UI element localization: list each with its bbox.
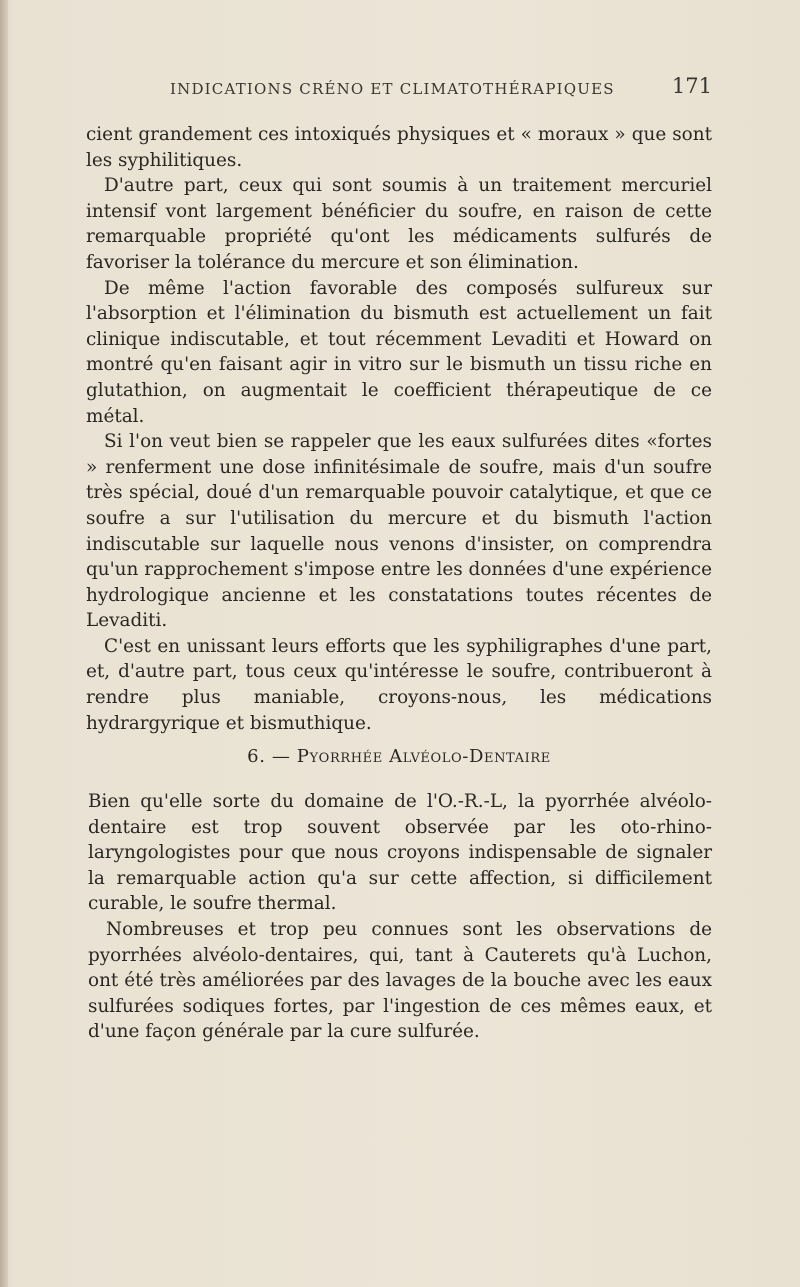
- paragraph: Bien qu'elle sorte du domaine de l'O.-R.-L, la pyorrhée alvéolo-dentaire est trop souvent observée par les oto-rhino-laryngologistes pour que nous croyons indispensable de signaler la remarquable action qu'a sur cette affection, si difficilement curable, le soufre thermal.: [88, 791, 712, 915]
- paragraph: Nombreuses et trop peu connues sont les observations de pyorrhées alvéolo-dentaires, qui, tant à Cauterets qu'à Luchon, ont été très améliorées par des lavages de la bouche avec les eaux sulfurées sodiques fortes, par l'ingestion de ces mêmes eaux, et d'une façon générale par la cure sulfurée.: [88, 918, 712, 1043]
- page-binding-edge: [0, 0, 8, 1287]
- running-header: [160, 72, 720, 106]
- page-number: 171: [671, 74, 712, 98]
- body-text: [86, 122, 712, 736]
- paragraph: cient grandement ces intoxiqués physiques et « moraux » que sont les syphilitiques.: [86, 124, 712, 171]
- paragraph: D'autre part, ceux qui sont soumis à un traitement mercuriel intensif vont largement bénéficier du soufre, en raison de cette remarquable propriété qu'ont les médicaments sulfurés de favoriser la tolérance du mercure et son élimination.: [86, 175, 712, 273]
- paragraph: Si l'on veut bien se rappeler que les eaux sulfurées dites «fortes » renferment une dose infinitésimale de soufre, mais d'un soufre très spécial, doué d'un remarquable pouvoir catalytique, et que ce soufre a sur l'utilisation du mercure et du bismuth l'action indiscutable sur laquelle nous venons d'insister, on comprendra qu'un rapprochement s'impose entre les données d'une expérience hydrologique ancienne et les constatations toutes récentes de Levaditi.: [86, 431, 712, 632]
- section-heading: 6. — Pyorrhée Alvéolo-Dentaire: [247, 746, 551, 767]
- paragraph: De même l'action favorable des composés sulfureux sur l'absorption et l'élimination du bismuth est actuellement un fait clinique indiscutable, et tout récemment Levaditi et Howard on montré qu'en faisant agir in vitro sur le bismuth un tissu riche en glutathion, on augmentait le coefficient thérapeutique de ce métal.: [86, 277, 712, 427]
- running-title: INDICATIONS CRÉNO ET CLIMATOTHÉRAPIQUES: [170, 80, 615, 98]
- section-text: [88, 789, 712, 1045]
- paragraph: C'est en unissant leurs efforts que les syphiligraphes d'une part, et, d'autre part, tous ceux qu'intéresse le soufre, contribueront à rendre plus maniable, croyons-nous, les médications hydrargyrique et bismuthique.: [86, 635, 712, 734]
